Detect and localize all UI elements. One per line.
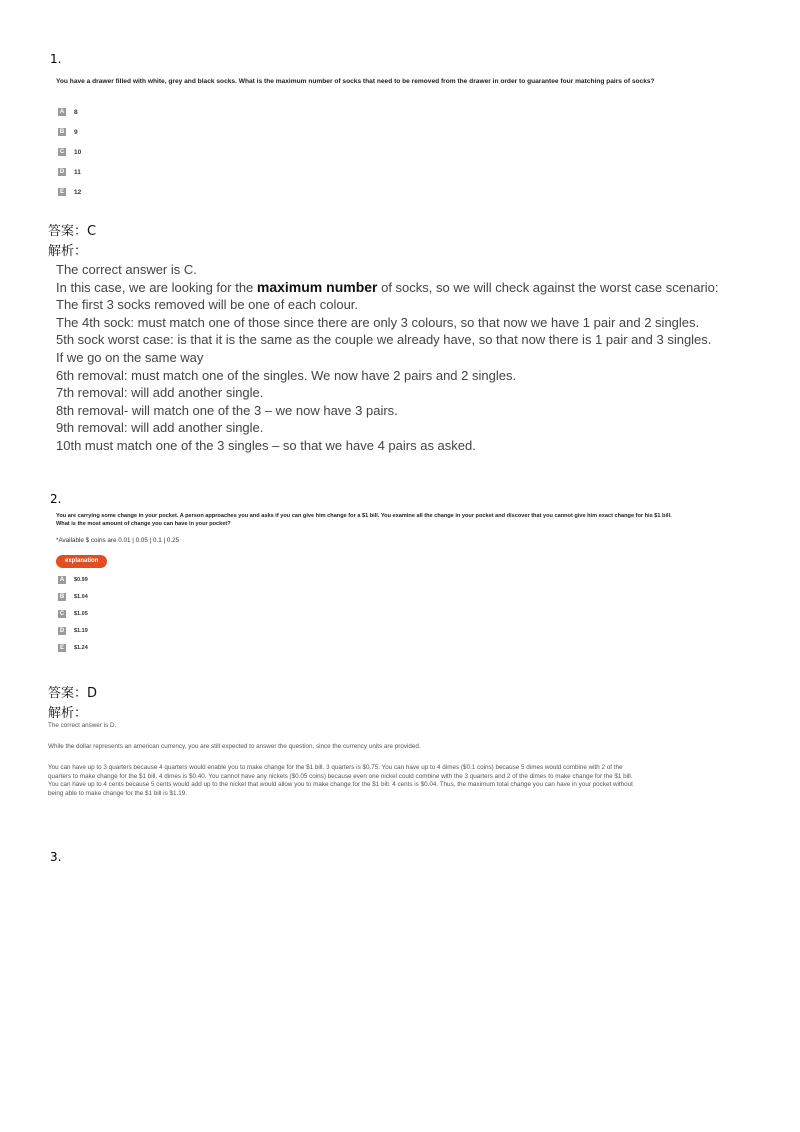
q2-explanation-line: You can have up to 3 quarters because 4 quarters would enable you to make change for the $1 bill. 3 quarters is $0.75. You can have up to 4 dimes ($0.1 coins) because 5 dimes would combine with 2 of the (48, 764, 623, 771)
explanation-line: The correct answer is C. (56, 262, 197, 277)
option-d-letter: D (59, 628, 65, 634)
question-1-analysis-label: 解析： (48, 244, 88, 259)
option-a[interactable] (58, 575, 88, 585)
option-b[interactable] (58, 127, 81, 137)
option-a-letter: A (59, 109, 65, 115)
explanation-button[interactable] (56, 549, 107, 568)
option-a[interactable] (58, 107, 81, 117)
explanation-badge: explanation (56, 555, 107, 568)
question-2-line: You are carrying some change in your pocket. A person approaches you and asks if you can give him change for a $1 bill. You examine all the change in your pocket and discover that you cannot give him exact change for his $1 bill. (56, 513, 672, 519)
question-2-answer: 答案：D (48, 686, 98, 701)
explanation-line: 6th removal: must match one of the singles. We now have 2 pairs and 2 singles. (56, 367, 517, 383)
q2-explanation-line: While the dollar represents an american currency, you are still expected to answer the question, since the currency units are provided. (48, 743, 421, 750)
option-c-letter: C (59, 611, 65, 617)
q2-explanation-line: quarters to make change for the $1 bill. 4 dimes is $0.40. You cannot have any nickels ($0.05 coins) because even one nickel could combine with the 3 quarters and 2 of the dimes to make change for the $1 bill. (48, 772, 633, 780)
option-e-letter: E (59, 189, 64, 195)
option-d-letter: D (59, 169, 65, 175)
q2-explanation-line: You can have up to 4 cents because 5 cents would add up to the nickel that would allow you to make change for the $1 bill. 4 cents is $0.04. Thus, the maximum total change you can have in your pocket without (48, 781, 633, 789)
question-2-analysis-label: 解析： (48, 706, 88, 721)
explanation-line (56, 279, 719, 297)
option-e[interactable] (58, 187, 81, 197)
explanation-line: 10th must match one of the 3 singles – so that we have 4 pairs as asked. (56, 437, 476, 453)
option-b-value: 9 (74, 128, 78, 136)
option-d[interactable] (58, 167, 81, 177)
option-e-value: 12 (74, 188, 82, 196)
option-c-letter: C (59, 149, 65, 155)
option-c[interactable] (58, 609, 88, 619)
question-1-explanation (56, 261, 719, 455)
option-e[interactable] (58, 643, 88, 653)
option-e-letter: E (59, 645, 64, 651)
option-b-value: $1.04 (74, 594, 88, 600)
option-d-value: 11 (74, 168, 81, 176)
option-b-letter: B (59, 594, 65, 600)
explanation-line: The first 3 socks removed will be one of each colour. (56, 297, 359, 313)
explanation-text: of socks, so we will check against the worst case scenario: (377, 279, 719, 295)
option-b-letter: B (59, 129, 65, 135)
option-c-value: 10 (74, 148, 82, 156)
option-a-value: 8 (74, 108, 78, 116)
option-a-letter: A (59, 577, 65, 583)
explanation-line: If we go on the same way (56, 349, 204, 365)
option-c[interactable] (58, 147, 81, 157)
option-a-value: $0.99 (74, 577, 88, 583)
question-2-text (56, 512, 672, 528)
q2-explanation-line: being able to make change for the $1 bill is $1.19. (48, 789, 187, 797)
q2-explanation-paragraph (48, 764, 633, 798)
explanation-line: 5th sock worst case: is that it is the same as the couple we already have, so that now there is 1 pair and 3 singles. (56, 332, 712, 348)
coins-note: *Available $ coins are 0.01 | 0.05 | 0.1 | 0.25 (56, 537, 180, 544)
question-1-options (58, 107, 81, 197)
option-e-value: $1.24 (74, 645, 88, 651)
question-1-number: 1. (50, 52, 62, 66)
option-c-value: $1.05 (74, 611, 88, 617)
question-2-line: What is the most amount of change you can have in your pocket? (56, 521, 231, 527)
explanation-line: 7th removal: will add another single. (56, 385, 264, 401)
question-2-options (58, 575, 88, 653)
explanation-text: In this case, we are looking for the (56, 279, 257, 295)
question-1-answer: 答案：C (48, 224, 97, 239)
option-d[interactable] (58, 626, 88, 636)
question-3-number: 3. (50, 850, 62, 864)
explanation-line: 9th removal: will add another single. (56, 420, 264, 436)
question-2-number: 2. (50, 492, 62, 506)
q2-explanation-line: The correct answer is D. (48, 722, 117, 729)
explanation-line: 8th removal- will match one of the 3 – we now have 3 pairs. (56, 402, 398, 418)
option-b[interactable] (58, 592, 88, 602)
option-d-value: $1.19 (74, 628, 88, 634)
explanation-line: The 4th sock: must match one of those since there are only 3 colours, so that now we have 1 pair and 2 singles. (56, 314, 700, 330)
explanation-emphasis: maximum number (256, 278, 378, 295)
question-1-text: You have a drawer filled with white, grey and black socks. What is the maximum number of socks that need to be removed from the drawer in order to guarantee four matching pairs of socks? (56, 78, 655, 85)
